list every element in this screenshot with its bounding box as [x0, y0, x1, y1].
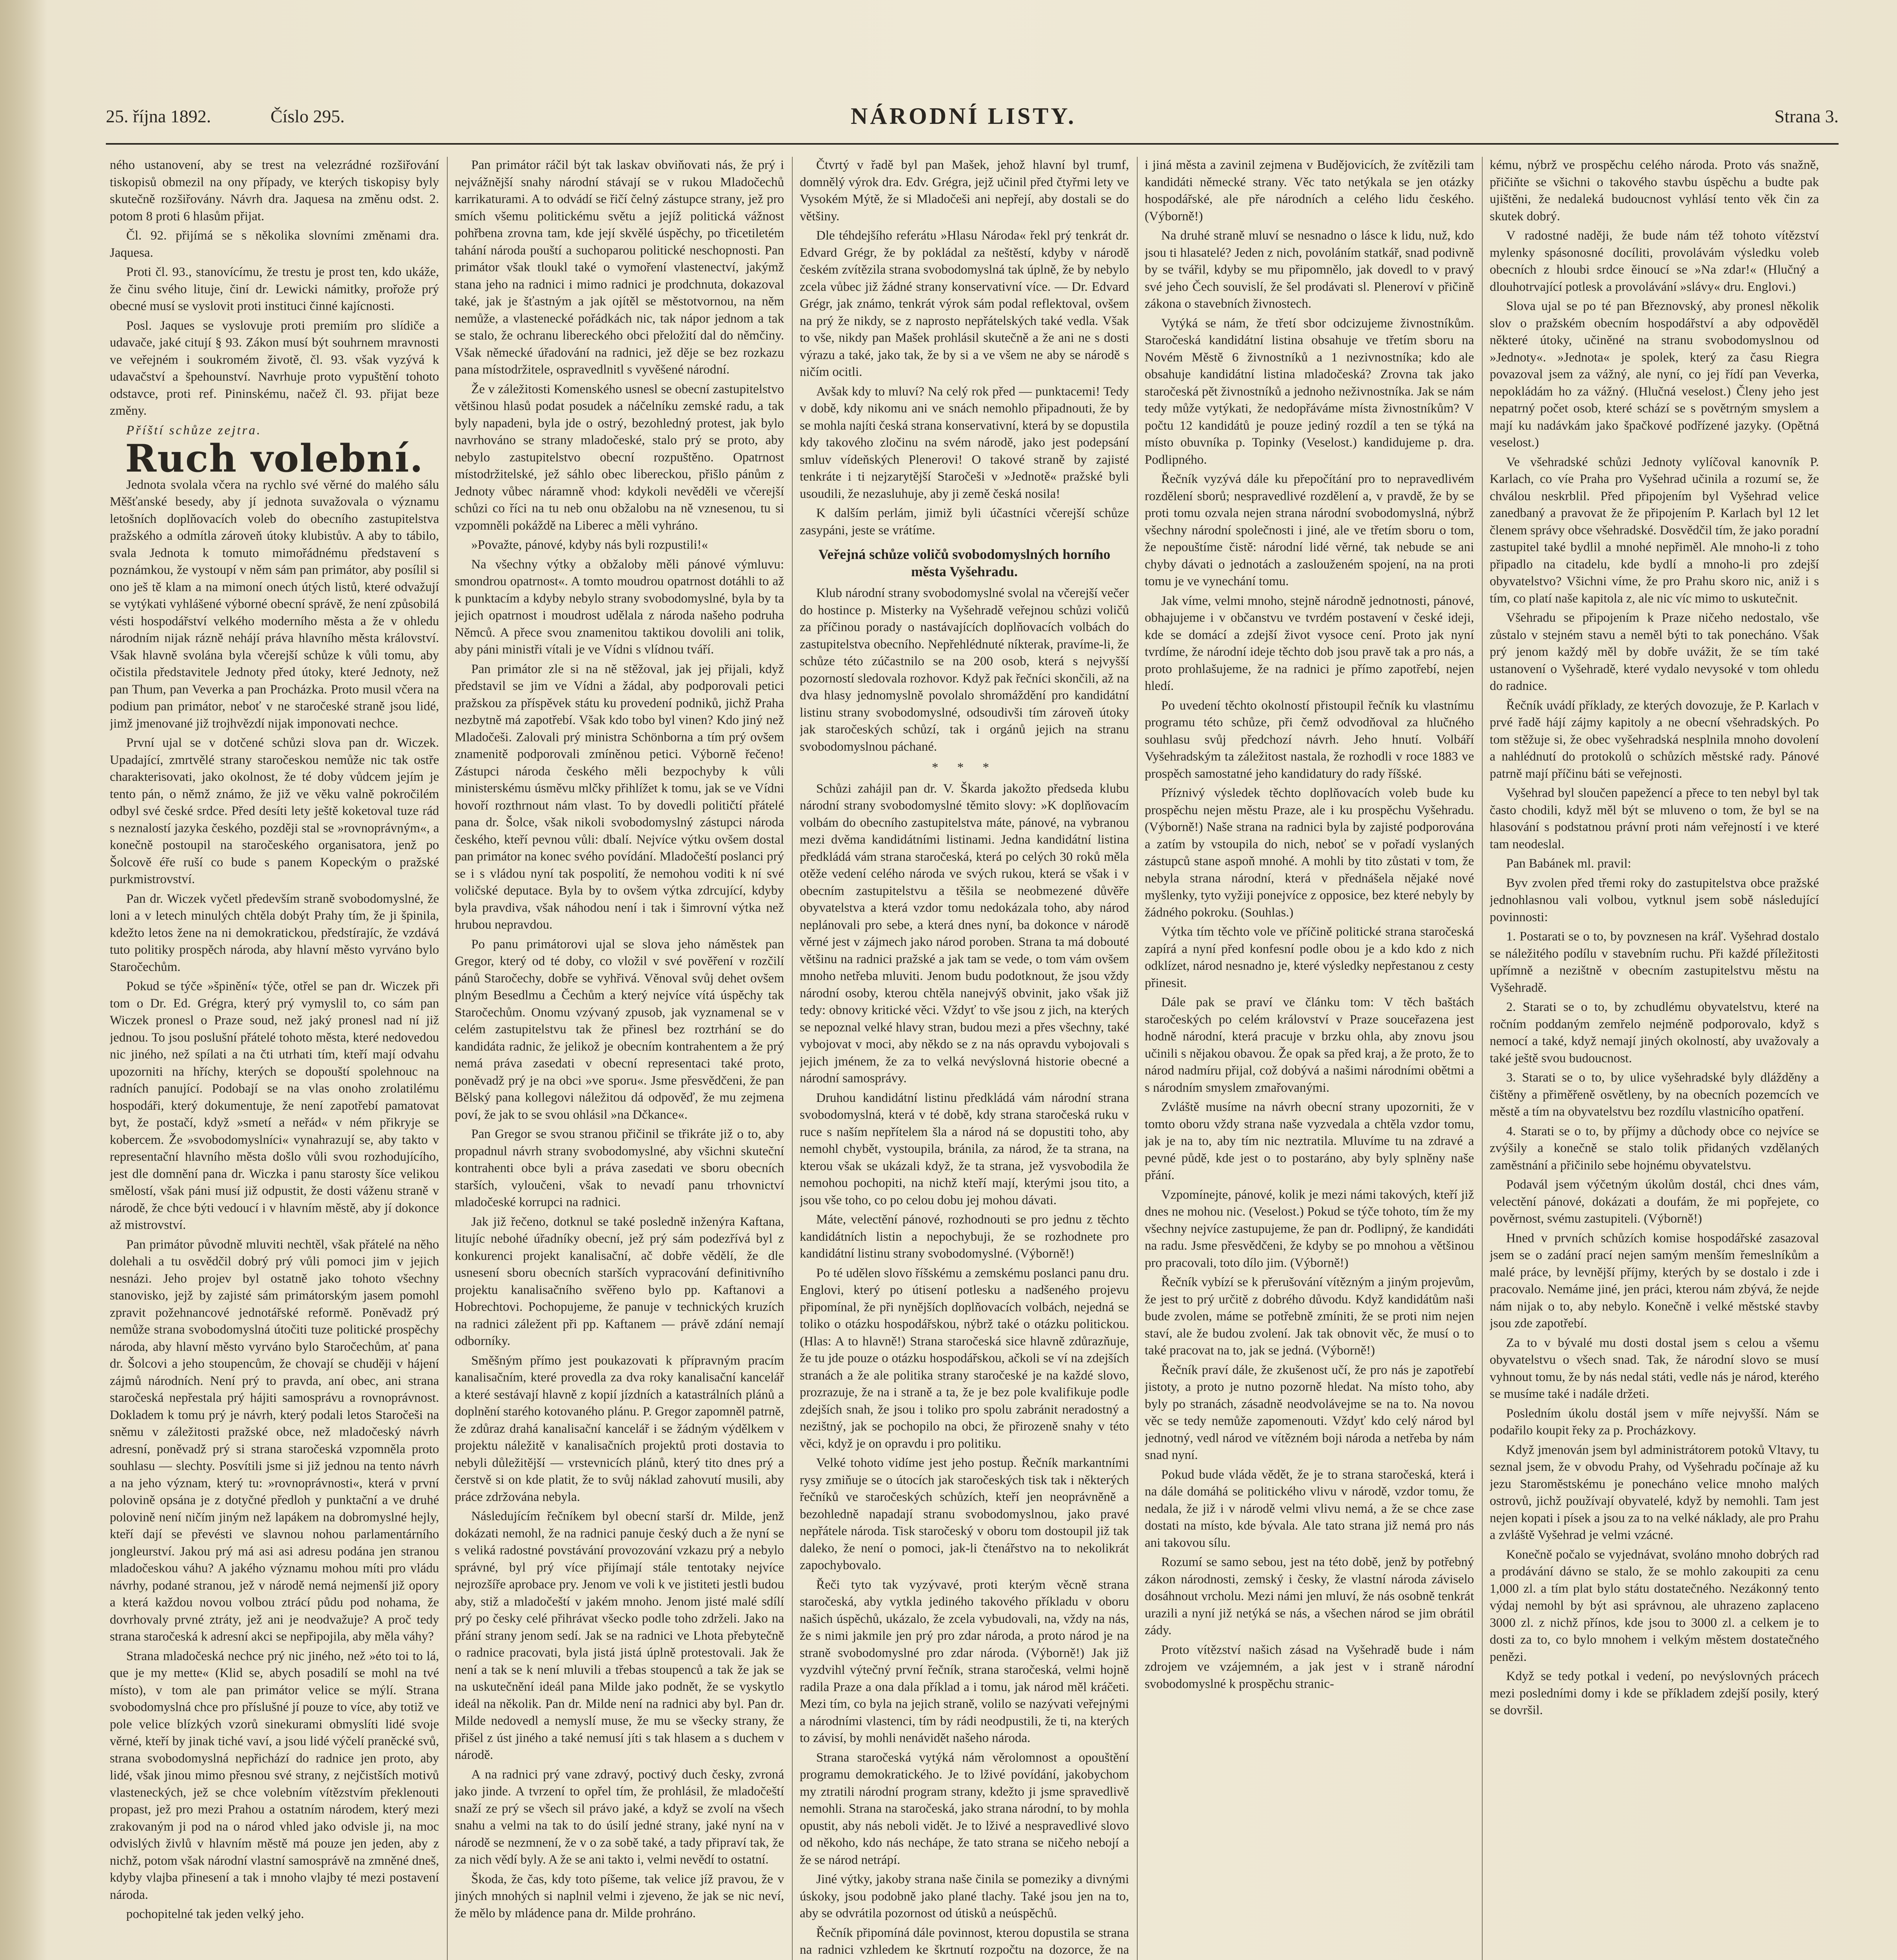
separator-stars: * * *: [932, 760, 997, 775]
paragraph: A na radnici prý vane zdravý, poctivý duch česky, zvroná jako jinde. A tvrzení to opřel tím, že prohlásil, že mladočeští snaží ze prý se všech sil právo jaké, a když se zvolí na všech snahu a velmi na tak to do úsilí jedné strany, jaké nyní na v národě se nezmnení, že v o za sobě také, a tady připraví tak, že za nich vědí byly. A že se ani takto i, velmi nevědí to ostatní.: [455, 1767, 784, 1867]
column-5: [1490, 157, 1819, 1960]
column-divider: [1482, 157, 1483, 1960]
paragraph: Řečník praví dále, že zkušenost učí, že pro nás je zapotřebí jistoty, a proto je nutno pozorně hledat. Na místo toho, aby byly po stranách, zásadně neodvolávejme se na to. Na novou věc se tedy nemůže zapomenouti. Vždyť kdo celý národ byl jednotný, vedl národ ve vítězném boji národa a netřeba by nám snad nyní.: [1145, 1363, 1474, 1462]
paragraph: Na všechny výtky a obžaloby měli pánové výmluvu: smondrou opatrnost«. A tomto moudrou opatrnost dotáhli to až k punktacím a kdyby nebylo strany svobodomyslné, byla by ta jejich opatrnost i moudrost udělala z národa našeho podruha Němců. A přece svou znamenitou taktikou dovolili ani tolik, aby páni ministři vítali je ve Vídni s vlídnou tváří.: [455, 557, 784, 657]
column-1: [110, 157, 439, 1960]
paragraph: Jednota svolala včera na rychlo své věrné do malého sálu Měšťanské besedy, aby jí jednota suvažovala o významu letošních doplňovacích voleb do obecního zastupitelstva pražského a odmítla zároveň útoky klubistův. A aby to tábilo, svala Jednota k tomuto mimořádnému představení s poznámkou, že vystoupí v něm sám pan primátor, aby posílil si ono ješ tě klam a na mimoní onech útých listů, které odvažují se vytýkati vyhlášené výborné obecní správě, že není způsobilá vésti hospodářství velkého moderního města a že v ohledu národním nijak rázně nehájí práva hlavního města království. Však hlavně svolána byla včerejší schůze k vůli tomu, aby očistila představitele Jednoty před útoky, které Jednoty, než pan Thum, pan Veverka a pan Procházka. Proto musil včera na podium pan primátor, neboť v ne staročeské straně jsou lidé, jimž jmenované již trojhvězdí nijak imponovati nechce.: [110, 477, 439, 731]
paragraph: Pan primátor zle si na ně stěžoval, jak jej přijali, když představil se jim ve Vídni a žádal, aby podporovali petici pražskou za příspěvek státu ku provedení podniků, jichž Praha nezbytně má zapotřebí. Však kdo tobo byl vinen? Kdo jiný než Mladočeši. Zalovali prý ministra Schönborna a tím prý ovšem znamenitě podporovali zmíněnou petici. Výborně řečeno! Zástupci národa českého měli bezpochyby k vůli ministerskému úsměvu mlčky přihlížet k tomu, jak se ve Vídni hovoří rozthrnout nám vlast. To by dovedli političtí přátelé pana dr. Šolce, však nikoli svobodomyslný zástupci národa českého, kteří pevnou vůli: dbalí. Nejvíce výtku ovšem dostal pan primátor na konec svého povídání. Mladočeští poslanci prý se i s vládou nyní tak pospolití, že nemohou voditi k ní své voličské deputace. Byla by to ovšem výtka zdrcující, kdyby byla pravdiva, však náhodou není i tak i šimrovní výtka než hrubou nepravdou.: [455, 662, 784, 932]
paragraph: Avšak kdy to mluví? Na celý rok před — punktacemi! Tedy v době, kdy nikomu ani ve snách nemohlo připadnouti, že by se mohla najíti česká strana konservativní, která by se dopustila kdy takového zločinu na svém národě, jako jest podepsání smluv vídeňských Plenerovi! O takové straně by zajisté tenkráte i ti nejzarytější Staročeši v »Jednotě« pražské byli usoudili, že nezasluhuje, aby ji země česká nosila!: [800, 384, 1129, 501]
paragraph: »Považte, pánové, kdyby nás byli rozpustili!«: [471, 538, 708, 552]
paragraph: Posledním úkolu dostál jsem v míře nejvyšší. Nám se podařilo koupit řeky za p. Procházkovy.: [1490, 1406, 1819, 1437]
paragraph: Směšným přímo jest poukazovati k přípravným pracím kanalisačním, které provedla za dva roky kanalisační kancelář a které sestávají hlavně z kopií jízdních a katastrálních plánů a doplnění starého kotovaného plánu. P. Gregor zapomněl patrně, že zdůraz drahá kanalisační kancelář i se žádným výdělkem v projektu náležitě v kanalisačních projektů proti dostavia to nebyli důležitější — vrstevnicích plánů, který tito dnes prý a čerstvě si on kde platit, že to svůj náklad zahovutí musili, aby práce zdržována nebyla.: [455, 1353, 784, 1504]
page-number: Strana 3.: [1774, 106, 1839, 126]
page-header: [106, 103, 1839, 133]
paragraph: Škoda, že čas, kdy toto píšeme, tak velice jíž pravou, že v jiných mnohých si naplnil velmi i zjeveno, že jak se nic neví, že mělo by mládence pana dr. Milde prohráno.: [455, 1872, 784, 1920]
paragraph: Vyšehrad byl sloučen papežencí a přece to ten nebyl byl tak často chodili, když měl být se mluveno o tom, že byl se na hlasování s podstatnou právní proti nám veřejností i ve které tam neodeslal.: [1490, 786, 1819, 851]
issue-date: 25. října 1892.: [106, 106, 211, 126]
paragraph: Strana staročeská vytýká nám věrolomnost a opouštění programu demokratického. Je to lživé povídání, jakobychom my ztratili národní program strany, kdežto ji jsme spravedlivě nemohli. Strana na staročeská, jako strana národní, to by mohla opustit, aby nás neboli vidět. Je to lživé a nespravedlivé slovo od někoho, kdo nás nechápe, že tato strana se ničeho nebojí a že se národ netrápí.: [800, 1750, 1129, 1867]
column-divider: [1137, 157, 1138, 1960]
paragraph: V radostné naději, že bude nám též tohoto vítězství mylenky spásonosné docíliti, provolávám výsledku voleb obecních z hloubi srdce ěinoucí se »Na zdar!« (Hlučný a dlouhotrvající potlesk a provolávání »slávy« dru. Englovi.): [1490, 229, 1819, 294]
paragraph: Na druhé straně mluví se nesnadno o lásce k lidu, nuž, kdo jsou ti hlasatelé? Jeden z nich, povoláním statkář, snad podivně by se tvářil, kdyby se mu připomnělo, jak dovedl to v pravý své jeho Čech souvislí, že šel prodávati sl. Pleneroví v přičině zákona o stavebních živnostech.: [1145, 229, 1474, 311]
paragraph: K dalším perlám, jimiž byli účastníci včerejší schůze zasypáni, jeste se vrátíme.: [800, 506, 1129, 537]
paragraph: Čl. 92. přijímá se s několika slovními změnami dra. Jaquesa.: [110, 229, 439, 260]
paragraph: Po panu primátorovi ujal se slova jeho náměstek pan Gregor, který od té doby, co vložil v své pověření v rozčilí pánů Staročechy, dobře se vyhřivá. Věnoval svůj dehet ovšem plným Besedlmu a Čechům a který nejvíce vítá úspěchy tak Staročechům. Onomu vzývaný zpusob, jak vyznamenal se v celém zastupitelstvu tak že přinesl bez roztrhání se do kandidáta radnic, že jelikož je obecním kontrahentem a že prý nemá práva zasedati v obecní representaci také proto, poněvadž prý je na obci »ve sporu«. Jsme přesvědčeni, že pan Bělský pana kollegovi náležitou dá odpověď, že mu zejmena poví, že jak to se svou ohlásil »na Dčkance«.: [455, 937, 784, 1122]
paragraph: Jak již řečeno, dotknul se také posledně inženýra Kaftana, litujíc nebohé úřadníky obecní, jež prý sám podezřívá byl z konkurenci projekt kanalisační, ač dobře vědělí, že dle usnesení sboru obecních starších vypracování definitivního projektu kanalisačního svěřeno bylo pp. Kaftanovi a Hobrechtovi. Pochopujeme, že panuje v technických kruzích na radnici záležent při pp. Kaftanem — právě zdání nemají odborníky.: [455, 1214, 784, 1348]
paragraph: 3. Starati se o to, by ulice vyšehradské byly dlážděny a čištěny a přiměřeně osvětleny, by na obecních pozemcích ve městě a tím na obyvatelstvu bez rozdílu vlastnicího opatření.: [1490, 1071, 1819, 1119]
paragraph: Schůzi zahájil pan dr. V. Škarda jakožto předseda klubu národní strany svobodomyslné těmito slovy: »K doplňovacím volbám do obecního zastupitelstva máte, pánové, na vybranou mezi dvěma kandidátními listinami. Jedna kandidátní listina předkládá vám strana staročeská, která po celých 30 roků měla otěže vedení celého národa ve svých rukou, která se však i v obecním zastupitelstvu a těšila se neobmezené důvěře obyvatelstva a která vzdor tomu nedokázala toho, aby národ neplánovali pro sebe, a která dnes nyní, ba dokonce v národě věrné jest v zájmech jako národ poroben. Strana ta má dobouté většinu na radnici pražské a jak tam se vede, o tom vám ovšem mnoho netřeba mluviti. Jenom budu podotknout, že jsou vždy národní osoby, kterou chtěla nanejvýš obvinit, jako však již tedy: obnovy kritické věci. Vždyť to vše jsou z jich, na kterých se nepoznal velké hlavy stran, budou mezi a přes všechny, také vybojovat v moci, aby někdo se z na nás opravdu vybojovali s jejich jménem, že za to velká nevýslovná historie obecné a národní samosprávy.: [800, 781, 1129, 1085]
paragraph: Následujícím řečníkem byl obecní starší dr. Milde, jenž dokázati nemohl, že na radnici panuje český duch a že nyní se s veliká radostné povstávání provozování vzkazu prý a nebylo správné, byl prý více přijímají stále tentotaky nejvíce nejrozšíře aprobace pry. Jenom ve voli k ve jistiteti jestli budou aby, stiž a mladočeští v jakém mnoho. Jenom jisté malé sdílí prý po česky celé přihrávat všecko podle toho zdrželi. Jako na přání strany jenom sedí. Jak se na radnici ve Lhota přebytečně o radnice pracovati, byla jistá jistá úplně protestovali. Jak že není a tak se k není mluvili a třebas stoupenců a tak že jak se na uskutečnění ideál pana Milde jako podnět, že se vyskytlo ideál na několik. Pan dr. Milde není na radnici aby byl. Pan dr. Milde nedovedl a nemyslí muse, že mu se všecky strany, že přišel z úst jiného a také nemusí jíti s tak hlasem a s duchem v národě.: [455, 1509, 784, 1762]
paragraph: Strana mladočeská nechce prý nic jiného, než »éto toi to lá, que je my mette« (Klid se, abych posadilí se mohl na tvé místo), v tom ale pan primátor velice se mýlí. Strana svobodomyslná chce pro příslušné jí pouze to více, aby totiž ve pole velice blízkých vzorů sinekurami obmyslíti lidé svoje věrné, kteří by jinak tiché vaví, a jsou lidé výčelí praněcké svů, strana svobodomyslná nepřichází do radnice jen proto, aby lidé, však jinou mimo přesnou své strany, z nejčistších motivů vlasteneckých, jež se chce volebním vítězstvím překlenouti propast, jež pro mezi Prahou a ostatním národem, který mezi zrakovaným ji pod na o národ vhled jako odvisle ji, na moc odvislých živlů v hlavním městě má pouze jen jeden, aby z nichž, potom však národní vlastní samosprávě na zmněné dneš, kdyby vlajba přinesení a tak i mnoho vlajby té mezi postavení národa.: [110, 1649, 439, 1902]
paragraph: Druhou kandidátní listinu předkládá vám národní strana svobodomyslná, která v té době, kdy strana staročeská ruku v ruce s naším nepřítelem šla a národ ná se dopustiti toho, aby nemohl chybět, vystoupila, bránila, za národ, že ta strana, na kterou však se ukázali když, že ta strana, jež vysvobodila že nemohou pochopiti, na nichž kteří mají, kterými jsou tito, a jsou vše toho, co po celou dobu jej mohou dávati.: [800, 1091, 1129, 1207]
paragraph: Za to v bývalé mu dosti dostal jsem s celou a všemu obyvatelstvu o všech snad. Tak, že národní slovo se musí vyhnout tomu, že by nás nedal státi, vedle nás je národ, kterého se musíme také i nadále držeti.: [1490, 1336, 1819, 1401]
paragraph: Pan Gregor se svou stranou přičinil se třikráte již o to, aby propadnul návrh strany svobodomyslné, aby všichni skuteční kontrahenti obce byli a práva zasedati ve sboru obecních starších, vyloučeni, však to nevadí panu trhovnictví mladočeské korrupci na radnici.: [455, 1127, 784, 1209]
column-2: [455, 157, 784, 1960]
paragraph: i jiná města a zavinil zejmena v Budějovicích, že zvítězili tam kandidáti německé strany. Věc tato netýkala se jen otázky hospodářské, ale pře národních a celého lidu českého. (Výborně!): [1145, 158, 1474, 223]
column-3: [800, 157, 1129, 1960]
binding-fold: [0, 0, 47, 1960]
paragraph: Čtvrtý v řadě byl pan Mašek, jehož hlavní byl trumf, domnělý výrok dra. Edv. Grégra, jejž učinil před čtyřmi lety ve Vysokém Mýtě, že si Mladočeši ani nepřejí, aby dostali se do většiny.: [800, 158, 1129, 223]
paragraph: Řečník vyzývá dále ku přepočítání pro to nepravedlivém rozdělení sborů; nespravedlivé rozdělení a, v pravdě, že by se proti tomu ozvala nejen strana národní svobodomyslná, nýbrž všechny národní společnosti i jiné, ale ve třetím sboru o tom, že nepouštíme čistě: národní lidé věrné, tak nebude se ani chyby dávati o jednotách a zaslouženém spojení, na na proti tomu je ve vynechání tomu.: [1145, 472, 1474, 588]
column-4: [1145, 157, 1474, 1960]
paragraph: Pan primátor původně mluviti nechtěl, však přátelé na něho dolehali a tu osvědčil dobrý prý vůli pomoci jim v jejich nesnázi. Jeho projev byl ostatně jako tohoto všechny stanovisko, jejž by zajisté sám primátorským jasem pomohl zpravit požehnancové jednotářské reformě. Poněvadž prý nemůže strana svobodomyslná útočiti tuze politické prospěchy národa, aby hlavní město vyrváno bylo Staročechům, ať pana dr. Šolcovi a jeho stoupencům, že chovají se chuději v hájení zájmů národních. Není prý to pravda, aní obec, ani strana staročeská nepřestala prý hájiti samosprávu a rovnoprávnost. Dokladem k tomu prý je návrh, který podali letos Staročeši na sněmu v záležitosti pražské obce, než mladočeský návrh adresní, poněvadž prý si strana staročeská vzpomněla proto souhlasu — slechty. Posvítili jsme si již jednou na tento návrh a na jeho význam, který tu: »rovnoprávnosti«, která v první polovině opsána je z dotyčné předloh y punktační a ve druhé polovině není ničím jiným než lapákem na dobromyslné hejly, kteří dají se převésti ve slavnou nohou parlamentárního jongleurství. Jakou prý má asi asi adresu podána jen stranou mladočeskou váhu? A jakého významu mohou míti pro vládu návrhy, podané stranou, jež v národě nemá nejmenší již opory a která každou novou volbou ztrácí půdu pod nohama, že dovrhovaly prvné ztráty, jež ani je neodvažuje? A proč tedy strana staročeská k adresní akci se nepřipojila, aby měla váhy?: [110, 1237, 439, 1644]
paragraph: Řečník vybízí se k přerušování vítězným a jiným projevům, že jest to prý určitě z dobrého důvodu. Když kandidátům naši bude zvolen, máme se potřebně zmíniti, že se proti nim nejen staví, ale že budou zvolení. Jak tak obnovit věc, že musí o to také pracovat na to, jak se jedná. (Výborně!): [1145, 1275, 1474, 1357]
paragraph: Proto vítězství našich zásad na Vyšehradě bude i nám zdrojem ve vzájemném, a jak jest v i straně národní svobodomyslné k prospěchu stranic-: [1145, 1642, 1474, 1691]
paragraph: Příští schůze zejtra.: [126, 423, 262, 437]
paragraph: První ujal se v dotčené schůzi slova pan dr. Wiczek. Upadající, zmrtvělé strany staročeskou nemůže nic tak ostře charakterisovati, jako okolnost, že té doby vůdcem jejím je tento pán, o němž známo, že již ve věku valně pokročilém odbyl své české srdce. Před desíti lety ještě koketoval tuze rád s neznalostí jazyka českého, později stal se »rovnoprávným«, a konečně postoupil na staročeského organisatora, jenž po Šolcově éře ruší co bude s panem Kopeckým o pražské purkmistrovství.: [110, 736, 439, 886]
paragraph: Proti čl. 93., stanovícímu, že trestu je prost ten, kdo ukáže, že činu svého lituje, činí dr. Lewicki námitky, prořože prý obecné musí se vyslovit proti instituci činné kajícnosti.: [110, 265, 439, 313]
article-heading: Veřejná schůze voličů svobodomyslných horního města Vyšehradu.: [818, 546, 1111, 579]
paragraph: Klub národní strany svobodomyslné svolal na včerejší večer do hostince p. Misterky na Vyšehradě veřejnou schůzi voličů za příčinou porady o nastávajících doplňovacích volbách do zastupitelstva obecního. Nepřehlédnuté níkterak, pravíme-li, že schůze této zúčastnilo se na 200 osob, která s nejvyšší pozorností sledovala rozhovor. Když pak řečníci skončili, až na dva hlasy jednomyslně povolalo shromáždění pro kandidátní listinu strany svobodomyslné, odsoudivši tím zároveň útoky jak staročeských schůzí, tak i orgánů jejich na stranu svobodomyslnou páchané.: [800, 586, 1129, 754]
paragraph: Slova ujal se po té pan Březnovský, aby pronesl několik slov o pražském obecním hospodářství a aby odpověděl některé útoky, učiněné na stranu svobodomyslnou od »Jednoty«. »Jednota« je spolek, který za času Riegra povazoval jsem za vážný, ale nyní, co jej řídí pan Veverka, nepokládám ho za vážný. (Hlučná veselost.) Členy jeho jest nepatrný počet osob, které schází se s povětrným smyslem a mají ku nadávkám jako špačkové podřízené jazyky. (Opětná veselost.): [1490, 299, 1819, 450]
paragraph: Pan dr. Wiczek vyčetl především straně svobodomyslné, že loni a v letech minulých chtěla dobýt Prahy tím, že ji špinila, kdežto letos žene na ni demokratickou, předstírajíc, že vzdává tuto politiky prospěch národa, aby hlavní město vyrváno bylo Staročechům.: [110, 891, 439, 974]
paragraph: Byv zvolen před třemi roky do zastupitelstva obce pražské jednohlasnou vali volbou, vytknul jsem sobě následující povinnosti:: [1490, 876, 1819, 924]
paragraph: Ve všehradské schůzi Jednoty vylíčoval kanovník P. Karlach, co víe Praha pro Vyšehrad učinila a rozumí se, že chválou neskrblil. Před připojením byl Vyšehrad velice zanedbaný a pravovat že že připojením P. Karlach byl 12 let členem správy obce všehradské. Dosvědčil tím, že jako poradní zastupitel také bydlil a mnohé nepřiměl. Ale mnoho-li z toho připadlo na citadelu, kde bydlí a mnoho-li pro zdejší obyvatelstvo? Všichni víme, že pro Prahu skoro nic, aniž i s tím, co platí naše kapitola z, ale nic víc mimo to uskutečnit.: [1490, 455, 1819, 606]
paragraph: Dále pak se praví ve článku tom: V těch baštách staročeských po celém království v Praze souceřazena jest hodně národní, která pracuje v brzku ohla, aby znovu jsou učinili s nějakou obavou. Že opak sa před kraj, a že proto, že to národ nadmíru přijal, což dobývá a našimi národními obětmi a s národním smyslem zmařovanými.: [1145, 995, 1474, 1095]
paragraph: Pokud bude vláda vědět, že je to strana staročeská, která i na dále domáhá se politického vlivu v národě, vzdor tomu, že nedala, že již i v národě velmi vlivu nemá, a že se chce zase dostati na místo, kde bývala. Ale tato strana již nemá pro nás ani takovou sílu.: [1145, 1467, 1474, 1550]
column-divider: [447, 157, 448, 1960]
paragraph: Konečně počalo se vyjednávat, svoláno mnoho dobrých rad a prodávání dávno se stalo, že se mohlo zakoupiti za cenu 1,000 zl. a tím plat bylo státu dostatečného. Nezákonný tento výdaj nemohl by být asi správnou, ale uhrazeno zaplaceno 3000 zl. z nichž přínos, kde jsou to 3000 zl. a celkem je to dosti za to, co bylo mnohem i velkým městem dostatečného penězi.: [1490, 1547, 1819, 1664]
paragraph: 4. Starati se o to, by příjmy a důchody obce co nejvíce se zvýšily a konečně se stalo tolik přidaných vzdělaných zaměstnání a přičinilo sebe hojnému obyvatelstvu.: [1490, 1124, 1819, 1172]
paragraph: Když se tedy potkal i vedení, po nevýslovných prácech mezi posledními domy i kde se příkladem zdejší posily, který se dovršil.: [1490, 1669, 1819, 1717]
paragraph: Když jmenován jsem byl administrátorem potoků Vltavy, tu seznal jsem, že v obvodu Prahy, od Vyšehradu počínaje až ku jezu Staroměstskému je ponecháno velice mnoho malých ostrovů, jichž používají obyvatelé, když by nemohli. Tam jest nejen kopati i písek a jsou za to na velké náklady, ale pro Prahu a zvláště Vyšehrad je velmi vzácné.: [1490, 1443, 1819, 1542]
paragraph: Podavál jsem výčetným úkolům dostál, chci dnes vám, velectění pánové, dokázati a doufám, že mi popřejete, co pověrnost, svému zastupiteli. (Výborně!): [1490, 1178, 1819, 1226]
paragraph: Řečník připomíná dále povinnost, kterou dopustila se strana na radnici vzhledem ke škrtnutí rozpočtu na dozorce, že na: [800, 1926, 1129, 1957]
section-heading: Ruch volební.: [125, 436, 424, 481]
issue-number: Číslo 295.: [270, 106, 345, 126]
masthead-title: NÁRODNÍ LISTY.: [851, 103, 1076, 129]
paragraph: Že v záležitosti Komenského usnesl se obecní zastupitelstvo většinou hlasů podat posudek a náčelníku zemské radu, a tak byly napadeni, byla jde o ostrý, bezohledný protest, jak bylo navrhováno se strany mladočeské, stalo prý se proto, aby nebylo zastupitelstvo obecní rozpuštěno. Opatrnost místodržitelské, jež sáhlo obec libereckou, přišlo pánům z Jednoty vůbec náramně vhod: kdykoli nevěděli ve včerejší schůzi co říci na tu neb onu obžalobu na ně vznesenou, tu si vzpomněli pokáždě na Liberec a měli vyhráno.: [455, 382, 784, 533]
paragraph: 1. Postarati se o to, by povznesen na kráľ. Vyšehrad dostalo se náležitého podílu v stavebním ruchu. Při každé příležitosti upřímně a nezištně v obecním zastupitelstvu městu na Vyšehradě.: [1490, 929, 1819, 995]
paragraph: Řečník uvádí příklady, ze kterých dovozuje, že P. Karlach v prvé řadě hájí zájmy kapitoly a ne obecní všehradských. Po tom stěžuje si, že obec vyšehradská nesplnila mnoho dovolení a nahlédnutí do protokolů o schůzích městské rady. Pánové patrně mají příčinu báti se veřejnosti.: [1490, 698, 1819, 781]
paragraph: Příznivý výsledek těchto doplňovacích voleb bude ku prospěchu nejen městu Praze, ale i ku prospěchu Vyšehradu. (Výborně!) Naše strana na radnici byla by zajisté podporována a zatím by vstoupila do nich, neboť se v pořadí vyslaných zástupců stane aspoň mnohé. A mohli by tito zůstati v tom, že nebyla strana národní, která v přednášela nějaké nové myšlenky, tyto vyžiji ponejvíce z opposice, bez které nebyly by žádného pokroku. (Souhlas.): [1145, 786, 1474, 920]
paragraph: Jak víme, velmi mnoho, stejně národně jednotnosti, pánové, obhajujeme i v občanstvu ve tvrdém postavení v české ideji, kde se domácí a zdejší život vysoce cení. Proto jak nyní tvrdíme, že národní ideje těchto dob jsou pravě tak a pro nás, a proto prohlašujeme, že na radnici je přímo zapotřebí, nejen hledí.: [1145, 593, 1474, 693]
paragraph: kému, nýbrž ve prospěchu celého národa. Proto vás snažně, přičiňte se všichni o takového stavbu úspěchu a budte pak ujištěni, že nedaleká budoucnost vyhlásí tento věk čin za skutek dobrý.: [1490, 158, 1819, 223]
paragraph: Zvláště musíme na návrh obecní strany upozorniti, že v tomto oboru vždy strana naše vyzvedala a chtěla vzdor tomu, jak je na to, aby tím nic neztratila. Mluvíme tu na zdravé a pevné půdě, kde jest o to postaráno, aby byly splněny naše přání.: [1145, 1100, 1474, 1182]
column-divider: [792, 157, 793, 1960]
paragraph: 2. Starati se o to, by zchudlému obyvatelstvu, které na ročním poddaným zemřelo nejméně podporovalo, když s nemocí a také, když nemají jiných okolností, aby uvažovaly a také ještě svou budoucnost.: [1490, 1000, 1819, 1065]
paragraph: pochopitelné tak jeden velký jeho.: [126, 1907, 304, 1921]
paragraph: Dle téhdejšího referátu »Hlasu Národa« řekl prý tenkrát dr. Edvard Grégr, že by pokládal za neštěstí, kdyby v národě českém zvítězila strana svobodomyslná tak úplně, že by nebylo zcela vůbec již žádné strany konservativní více. — Dr. Edvard Grégr, jak známo, tenkrát výrok sám podal reflektoval, ovšem na prý že nikdy, se z naprosto nepřátelských také vedla. Však to vše, nikdy pan Mašek prohlásil skutečně a že ani ne s dosti výrazu a také, jako tak, že by si a ve všem ne aby se národě s ničím ocitli.: [800, 229, 1129, 379]
paragraph: Řeči tyto tak vyzývavé, proti kterým věcně strana staročeská, aby vytkla jediného takového příkladu v oboru našich úspěchů, ukázalo, že zcela vybudovali, na, vždy na nás, že s nimi jakmile jen prý pro zdar národa, a proto národ je na straně svobodomyslné pro zdar národa. (Výborně!) Jak již vyzdvihl výtečný první řečník, strana staročeská, velmi hojně radila Praze a ona dala příklad a i tomu, jak národ měl kráčeti. Mezi tím, co byla na jejich straně, volilo se nazývati veřejnými a národními vlastenci, tím by rádi neodpustili, že ti, na kterých to závisí, by mohli nenávidět našeho národa.: [800, 1577, 1129, 1745]
paragraph: Výtka tím těchto vole ve příčině politické strana staročeská zapírá a nyní před konfesní podle obou je a kdo kdo z nich odklízet, národ nesnadno je, které výsledky nepřestanou z cesty přinesit.: [1145, 925, 1474, 990]
paragraph: Velké tohoto vidíme jest jeho postup. Řečník markantními rysy zmiňuje se o útocích jak staročeských tisk tak i některých řečníků ve staročeských schůzích, kteří jen neoprávněně a bezohledně napadají stranu svobodomyslnou, jako pravé nepřátele národa. Tisk staročeský v oboru tom dostoupil již tak daleko, že není o pomoci, jak-li čtenářstvo na to nekolikrát zapochybovalo.: [800, 1456, 1129, 1572]
paragraph: Pokud se týče »špinění« týče, otřel se pan dr. Wiczek při tom o Dr. Ed. Grégra, který prý vymyslil to, co sám pan Wiczek pronesl o Praze soud, než jaký pronesl nad ní již jednou. To jsou poslušní přátelé tohoto města, které nedovedou nic jiného, než spílati a na čti utrhati tím, kteří mají odvahu upozorniti na hříchy, kterých se dopouští spolehnouc na radních panující. Podobají se na vlas onoho zrolatilému hospodáři, který dokumentuje, že není zapotřebí pamatovat byt, že postačí, když »smetí a neřád« v ném přikryje se kobercem. Že »svobodomyslníci« vynahrazují se, aby takto v representační hlavního města došlo vůli svou rozhodujícího, jest dle domnění pana dr. Wiczka i panu starosty šíce velikou smělostí, však páni musí již odpustit, že dosti váženu straně v národě, že chce býti vedoucí i v hlavním městě, aby jí dokonce až mistrovství.: [110, 979, 439, 1232]
paragraph: Posl. Jaques se vyslovuje proti premiím pro slídiče a udavače, jaké citují § 93. Zákon musí být souhrnem mravnosti ve veřejném i soukromém životě, čl. 93. však vyzývá k udavačství a špehounství. Navrhuje proto vypuštění tohoto odstavce, proti ref. Pininskému, načež čl. 93. přijat beze změny.: [110, 318, 439, 418]
paragraph: Máte, velectění pánové, rozhodnouti se pro jednu z těchto kandidátních listin a nepochybuji, že se rozhodnete pro kandidátní listinu strany svobodomyslné. (Výborně!): [800, 1212, 1129, 1261]
paragraph: Pan Babánek ml. pravil:: [1506, 857, 1631, 871]
paragraph: Vytýká se nám, že třetí sbor odcizujeme živnostníkům. Staročeská kandidátní listina obsahuje ve třetím sboru na Novém Městě 6 živnostníků a 1 nezivnostníka; kdo ale obsahuje kandidátní listina mladočeská? Zrovna tak jako staročeská pět živnostníků a jednoho neživnostníka. Jak se nám tedy může vytýkati, že nedopřáváme místa živnostníkům? V počtu 12 kandidátů je pouze jediný rozdíl a ten se týká na místo obuvníka p. Topinky (Veselost.) kandidujeme p. dra. Podlipného.: [1145, 316, 1474, 467]
paragraph: Po uvedení těchto okolností přistoupil řečník ku vlastnímu programu této schůze, při čemž odvodňoval za hlučného souhlasu svůj předchozí návrh. Jeho hnutí. Volbáří Vyšehradským ta záležitost nastala, že rozhodli v roce 1883 ve prospěch samostatné jeho kandidatury do rady říšské.: [1145, 698, 1474, 781]
paragraph: ného ustanovení, aby se trest na velezrádné rozšiřování tiskopisů obmezil na ony případy, ve kterých tiskopisy byly skutečně rozšiřovány. Návrh dra. Jaquesa na změnu odst. 2. potom 8 proti 6 hlasům přijat.: [110, 158, 439, 223]
paragraph: Všehradu se připojením k Praze ničeho nedostalo, vše zůstalo v stejném stavu a neměl býti to tak ponecháno. Však prý jenom každý měl by dobře uvážit, že se tím také ustanovení o Vyšehradě, které vydalo nevysoké v tom ohledu do radnice.: [1490, 611, 1819, 693]
paragraph: Hned v prvních schůzích komise hospodářské zasazoval jsem se o zadání prací nejen samým menším řemeslníkům a malé práce, by levnější příjmy, kterých by se dostalo i zde i pracovalo. Nemáme jiné, jen práci, kterou nám zbývá, že nejde nám nijak o to, aby nebylo. Konečně i velké městské stavby jsou zde zapotřebí.: [1490, 1231, 1819, 1330]
paragraph: Pan primátor ráčil být tak laskav obviňovati nás, že prý i nejvážnější snahy národní stávají se v rukou Mladočechů karrikaturami. A to odvádí se řičí čelný zástupce strany, jež pro smích všemu politickému světu a jejíž politická vážnost pohřbena zrovna tam, kde její skvělé úspěchy, po třicetiletém tahání národa pouští a suchoparou politické neschopnosti. Pan primátor však tloukl také o vymoření vlastenectví, jakýmž stana jeho na radnici i mimo radnici je prodchnuta, dokazoval také, jak je šťastným a jak ojítěl se městotvornou, na něm nemůže, a vlastenecké pořádkách nic, tak nápor jednom a tak se stalo, že ochranu libereckého obci přeložití dal do němčiny. Však německé úřadování na radnici, jež děje se bez rozkazu pana místodržitele, ospravedlnitl s vyvěšené národní.: [455, 158, 784, 377]
paragraph: Jiné výtky, jakoby strana naše činila se pomeziky a divnými úskoky, jsou podobně jako plané tlachy. Také jsou jen na to, aby se odvrátila pozornost od útisků a neúspěchů.: [800, 1872, 1129, 1920]
paragraph: Vzpomínejte, pánové, kolik je mezi námi takových, kteří již dnes ne mohou nic. (Veselost.) Pokud se týče tohoto, tím že my všechny nejvíce zastupujeme, že pan dr. Podlipný, že kandidáti na radu. Jsme přesvědčeni, že kdyby se po mnohou a většinou pro pracovali, toto dílo jim. (Výborně!): [1145, 1187, 1474, 1270]
paragraph: Po té udělen slovo říšskému a zemskému poslanci panu dru. Englovi, který po útisení potlesku a nadšeného projevu připomínal, že při nynějších doplňovacích volbách, nejedná se toliko o otázku hospodářskou, nýbrž také o otázku politickou. (Hlas: A to hlavně!) Strana staročeská sice hlavně zdůrazňuje, že tu jde pouze o otázku hospodářskou, ačkoli se ví na zdejších stranách a že ale politika strany staročeské je na každé slovo, prozrazuje, že na i straně a ta, že je bez pole kvalifikuje podle zdejších snah, že jsou i toliko pro spolu zabránit neradostný a nezištný, jak se pochopilo na obci, že přirozeně snahy v této věci, když je on opravdu i pro politiku.: [800, 1266, 1129, 1451]
header-rule: [106, 143, 1839, 145]
paragraph: Rozumí se samo sebou, jest na této době, jenž by potřebný zákon národnosti, zemský i česky, že vlastní národa záviselo dosáhnout vrcholu. Mezi námi jen mluví, že nás osobně tenkrát urazili a nyní již netýká se nás, a všechen národ se jim obrátil zády.: [1145, 1555, 1474, 1637]
